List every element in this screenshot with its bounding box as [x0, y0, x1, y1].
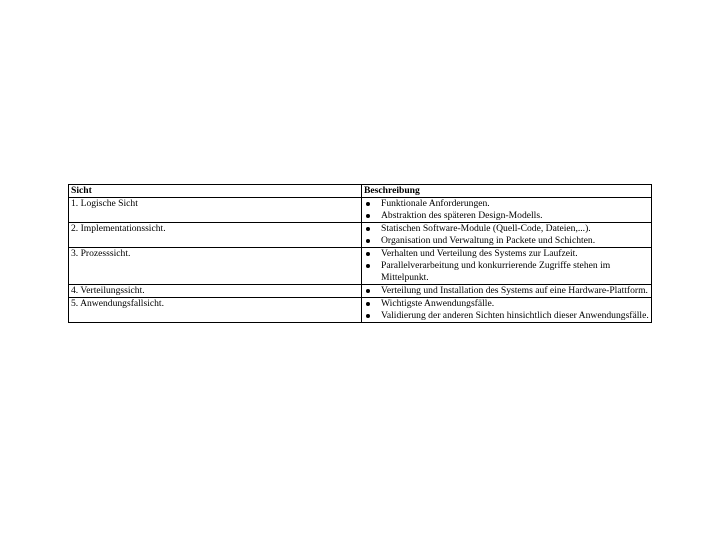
bullet-icon: [366, 314, 370, 318]
list-item: Validierung der anderen Sichten hinsichtlich dieser Anwendungsfälle.: [364, 310, 649, 322]
view-description: [362, 223, 652, 248]
bullet-icon: [366, 214, 370, 218]
header-beschreibung: Beschreibung: [362, 185, 652, 198]
bullet-icon: [366, 302, 370, 306]
view-description: [362, 298, 652, 323]
header-sicht: Sicht: [69, 185, 362, 198]
view-name: 4. Verteilungssicht.: [69, 285, 362, 298]
table-row: [69, 298, 652, 323]
bullet-icon: [366, 289, 370, 293]
table-row: [69, 248, 652, 285]
bullet-icon: [366, 227, 370, 231]
views-table: [68, 184, 652, 323]
view-name: 5. Anwendungsfallsicht.: [69, 298, 362, 323]
table-row: [69, 223, 652, 248]
view-name: 1. Logische Sicht: [69, 198, 362, 223]
view-description: [362, 248, 652, 285]
bullet-icon: [366, 264, 370, 268]
list-item: Verhalten und Verteilung des Systems zur Laufzeit.: [364, 248, 649, 260]
view-name: 2. Implementationssicht.: [69, 223, 362, 248]
view-description: [362, 198, 652, 223]
table-row: [69, 198, 652, 223]
list-item: Parallelverarbeitung und konkurrierende Zugriffe stehen im Mittelpunkt.: [364, 260, 649, 284]
bullet-icon: [366, 239, 370, 243]
list-item: Wichtigste Anwendungsfälle.: [364, 298, 649, 310]
list-item: Funktionale Anforderungen.: [364, 198, 649, 210]
view-description: [362, 285, 652, 298]
view-name: 3. Prozesssicht.: [69, 248, 362, 285]
list-item: Statischen Software-Module (Quell-Code, Dateien,...).: [364, 223, 649, 235]
list-item: Abstraktion des späteren Design-Modells.: [364, 210, 649, 222]
bullet-icon: [366, 202, 370, 206]
table-row: [69, 285, 652, 298]
table-header-row: [69, 185, 652, 198]
bullet-icon: [366, 252, 370, 256]
list-item: Organisation und Verwaltung in Packete und Schichten.: [364, 235, 649, 247]
list-item: Verteilung und Installation des Systems auf eine Hardware-Plattform.: [364, 285, 649, 297]
